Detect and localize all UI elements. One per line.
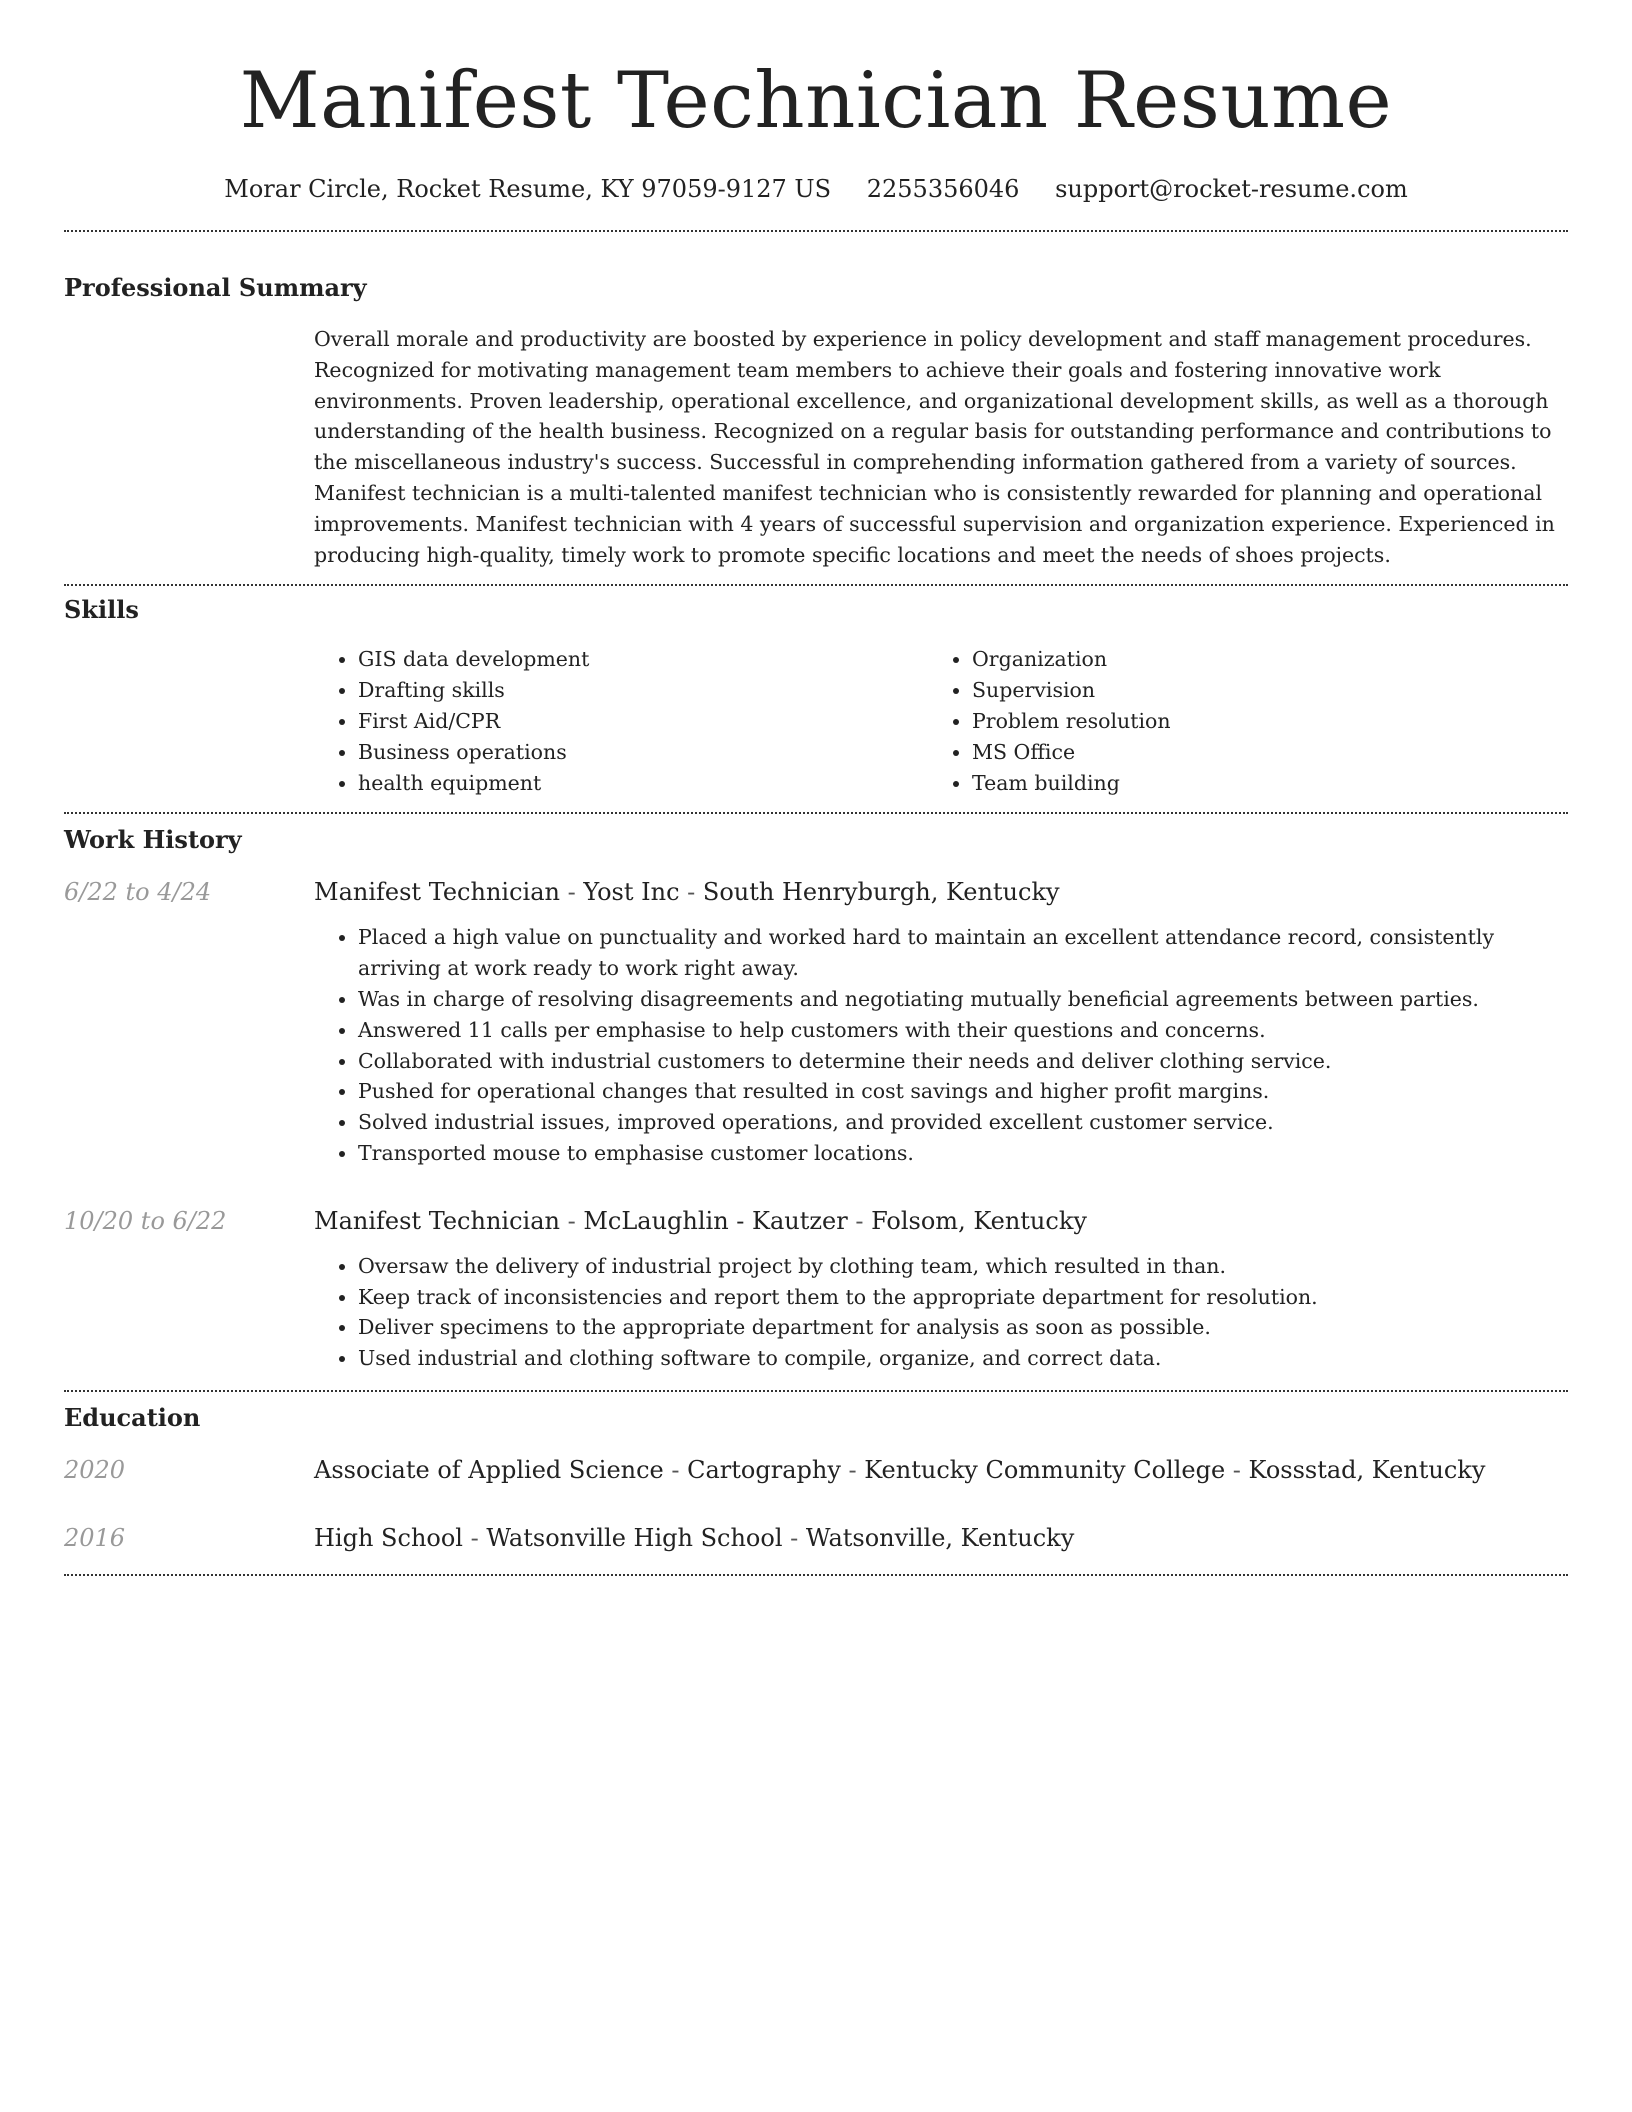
job-heading — [314, 1205, 1568, 1237]
separator: - — [559, 878, 584, 907]
job-location: South Henryburgh, Kentucky — [702, 878, 1060, 907]
education-entry — [64, 1522, 1568, 1554]
skill-item: • Team building — [972, 768, 1542, 799]
divider — [64, 812, 1568, 814]
job-bullet: • Transported mouse to emphasise customer locations. — [358, 1138, 1568, 1169]
education-details — [314, 1522, 1074, 1554]
separator: - — [782, 1523, 806, 1552]
skill-item: • First Aid/CPR — [358, 706, 928, 737]
divider — [64, 1390, 1568, 1392]
contact-email: support@rocket-resume.com — [1055, 175, 1408, 203]
job-bullet: • Oversaw the delivery of industrial project by clothing team, which resulted in than. — [358, 1251, 1568, 1282]
separator: - — [663, 1455, 688, 1484]
separator: - — [1225, 1455, 1249, 1484]
work-history-heading: Work History — [64, 825, 242, 855]
job-bullet: • Deliver specimens to the appropriate department for analysis as soon as possible. — [358, 1312, 1568, 1343]
contact-phone: 2255356046 — [866, 175, 1020, 203]
job-company: McLaughlin - Kautzer — [583, 1206, 848, 1235]
contact-line — [64, 168, 1568, 210]
summary-section — [64, 272, 1568, 584]
education-degree: High School — [314, 1523, 463, 1552]
job-heading — [314, 876, 1568, 908]
education-heading: Education — [64, 1402, 201, 1432]
resume-title: Manifest Technician Resume — [239, 56, 1393, 146]
job-entry — [64, 876, 1568, 1168]
job-bullet: • Used industrial and clothing software to compile, organize, and correct data. — [358, 1343, 1568, 1374]
divider — [64, 584, 1568, 586]
skill-item: • Supervision — [972, 675, 1542, 706]
job-dates: 10/20 to 6/22 — [64, 1206, 227, 1235]
separator: - — [840, 1455, 865, 1484]
contact-address: Morar Circle, Rocket Resume, KY 97059-9127 US — [224, 175, 832, 203]
skills-grid — [314, 644, 1568, 812]
job-dates: 6/22 to 4/24 — [64, 878, 212, 907]
job-bullet: • Pushed for operational changes that resulted in cost savings and higher profit margins. — [358, 1076, 1568, 1107]
job-title: Manifest Technician — [314, 1206, 560, 1235]
job-bullet: • Solved industrial issues, improved operations, and provided excellent customer service. — [358, 1107, 1568, 1138]
job-bullet: • Keep track of inconsistencies and report them to the appropriate department for resolution. — [358, 1282, 1568, 1313]
summary-heading: Professional Summary — [64, 273, 367, 302]
separator: - — [559, 1206, 584, 1235]
education-location: Kossstad, Kentucky — [1248, 1455, 1486, 1484]
separator: - — [847, 1206, 872, 1235]
job-bullet: • Collaborated with industrial customers to determine their needs and deliver clothing service. — [358, 1046, 1568, 1077]
job-bullets — [314, 1251, 1568, 1374]
skills-section — [64, 594, 1568, 812]
skills-column-right — [928, 644, 1542, 798]
skill-item: • Organization — [972, 644, 1542, 675]
skill-item: • MS Office — [972, 737, 1542, 768]
job-location: Folsom, Kentucky — [871, 1206, 1087, 1235]
job-entry — [64, 1205, 1568, 1390]
education-details — [314, 1454, 1485, 1486]
skill-item: • Problem resolution — [972, 706, 1542, 737]
education-entry — [64, 1454, 1568, 1486]
education-year: 2020 — [64, 1455, 126, 1484]
skill-item: • GIS data development — [358, 644, 928, 675]
skill-item: • Business operations — [358, 737, 928, 768]
education-section — [64, 1402, 1568, 1554]
job-bullet: • Answered 11 calls per emphasise to help customers with their questions and concerns. — [358, 1015, 1568, 1046]
job-body — [314, 876, 1568, 1168]
summary-text: Overall morale and productivity are boosted by experience in policy development and staff management procedures. Recognized for motivating management team members to achieve their goals and fostering innovative work environments. Proven leadership, operational excellence, and organizational development skills, as well as a thorough understanding of the health business. Recognized on a regular basis for outstanding performance and contributions to the miscellaneous industry's success. Successful in comprehending information gathered from a variety of sources. Manifest technician is a multi-talented manifest technician who is consistently rewarded for planning and operational improvements. Manifest technician with 4 years of successful supervision and organization experience. Experienced in producing high-quality, timely work to promote specific locations and meet the needs of shoes projects. — [314, 327, 1555, 567]
skill-item: • health equipment — [358, 768, 928, 799]
divider — [64, 230, 1568, 232]
education-degree: Associate of Applied Science — [314, 1455, 664, 1484]
skills-heading: Skills — [64, 595, 139, 625]
job-body — [314, 1205, 1568, 1374]
job-bullet: • Was in charge of resolving disagreements and negotiating mutually beneficial agreements between parties. — [358, 984, 1568, 1015]
separator: - — [462, 1523, 487, 1552]
job-bullet: • Placed a high value on punctuality and worked hard to maintain an excellent attendance record, consistently arriving at work ready to work right away. — [358, 922, 1568, 984]
job-company: Yost Inc — [583, 878, 680, 907]
work-history-section — [64, 824, 1568, 1390]
divider — [64, 1574, 1568, 1576]
education-location: Watsonville, Kentucky — [805, 1523, 1075, 1552]
education-field: Cartography — [687, 1455, 841, 1484]
education-school: Watsonville High School — [486, 1523, 783, 1552]
education-year: 2016 — [64, 1523, 126, 1552]
job-bullets — [314, 922, 1568, 1168]
separator: - — [679, 878, 703, 907]
skills-column-left — [314, 644, 928, 798]
job-title: Manifest Technician — [314, 878, 560, 907]
education-school: Kentucky Community College — [864, 1455, 1226, 1484]
skill-item: • Drafting skills — [358, 675, 928, 706]
